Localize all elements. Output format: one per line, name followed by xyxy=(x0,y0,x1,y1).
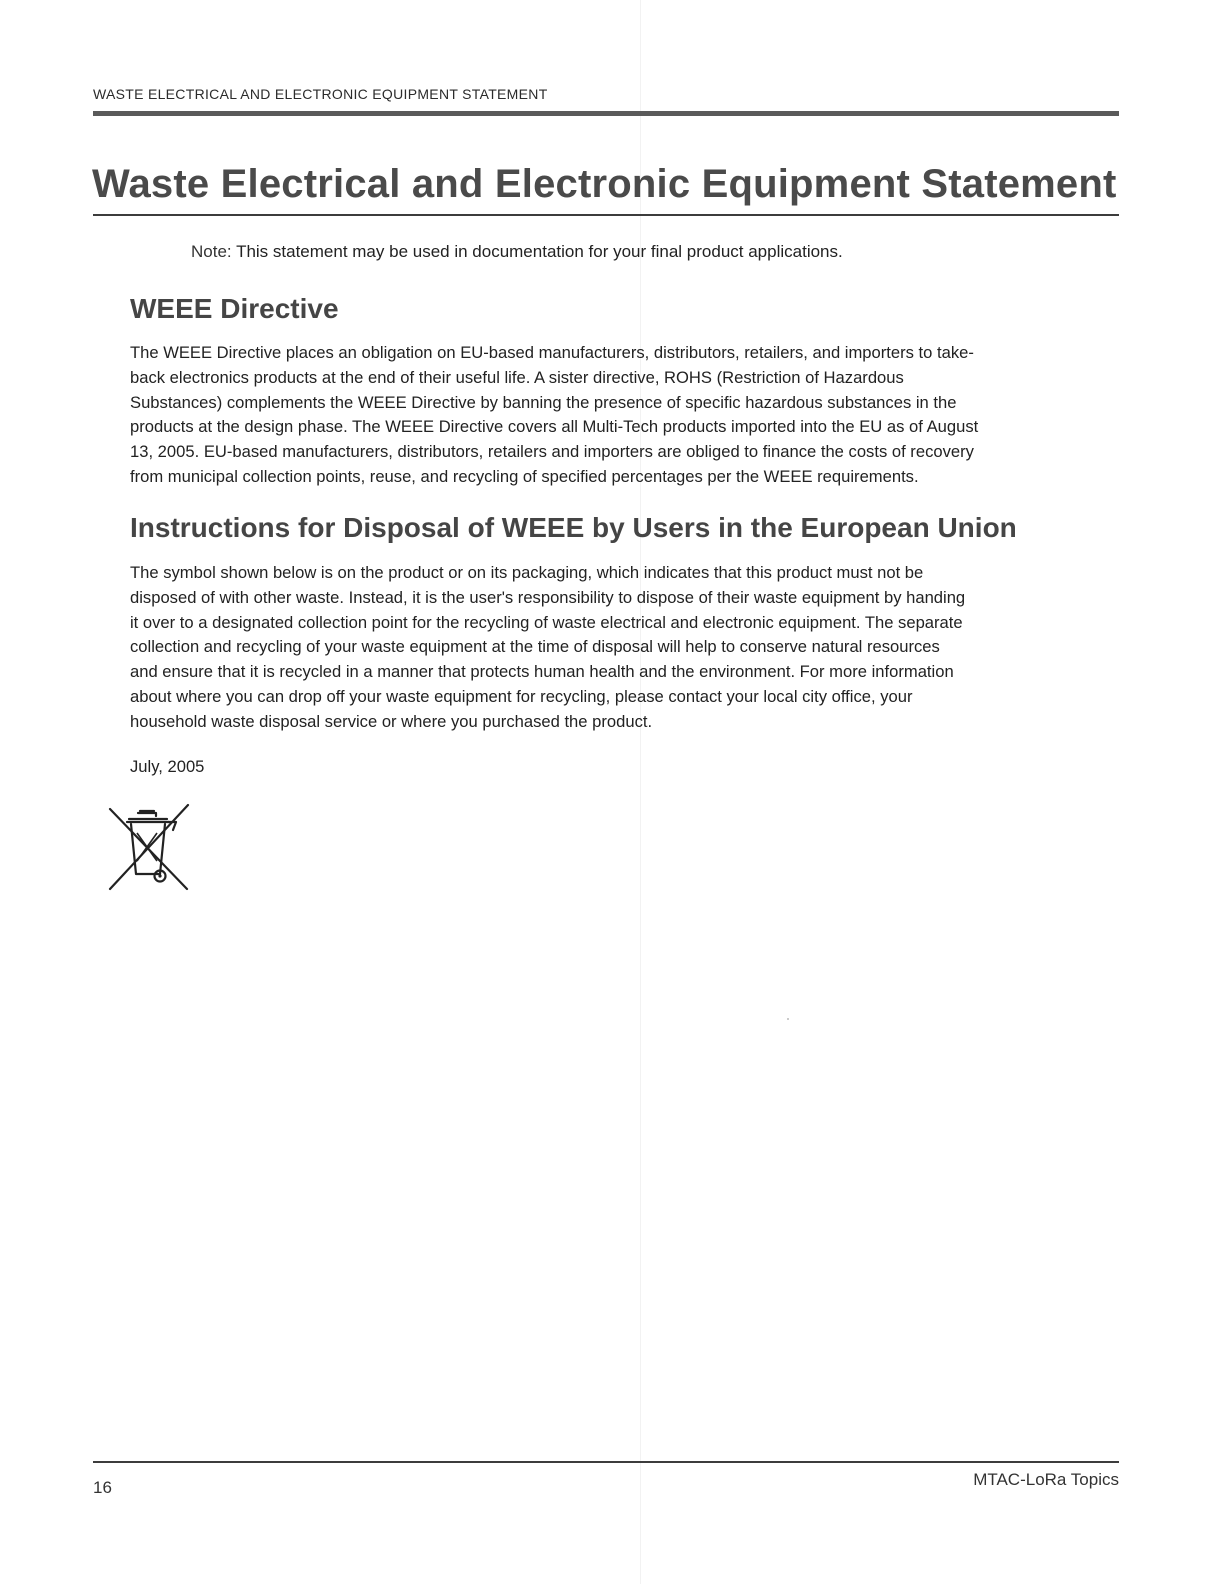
text-line: about where you can drop off your waste equipment for recycling, please contact your local city office, your xyxy=(130,686,913,706)
text-line: The symbol shown below is on the product or on its packaging, which indicates that this product must not be xyxy=(130,563,924,582)
text-line: 13, 2005. EU-based manufacturers, distributors, retailers and importers are obliged to finance the costs of recovery xyxy=(130,442,974,462)
text-line: and ensure that it is recycled in a manner that protects human health and the environment. For more information xyxy=(130,662,954,682)
crossed-out-wheelie-bin-icon xyxy=(104,803,192,893)
running-header: WASTE ELECTRICAL AND ELECTRONIC EQUIPMENT STATEMENT xyxy=(93,86,548,102)
scan-artifact-line xyxy=(640,0,641,1584)
title-rule xyxy=(93,214,1119,216)
footer-rule xyxy=(93,1461,1119,1463)
scan-speck xyxy=(787,1018,789,1020)
page-title: Waste Electrical and Electronic Equipment Statement xyxy=(92,162,1117,206)
text-line: The WEEE Directive places an obligation on EU-based manufacturers, distributors, retailers, and importers to take- xyxy=(130,343,974,362)
text-line: collection and recycling of your waste equipment at the time of disposal will help to conserve natural resources xyxy=(130,637,940,657)
text-line: products at the design phase. The WEEE Directive covers all Multi-Tech products imported into the EU as of August xyxy=(130,417,979,437)
text-line: disposed of with other waste. Instead, it is the user's responsibility to dispose of their waste equipment by handing xyxy=(130,587,966,607)
note-label: Note: xyxy=(191,242,232,261)
text-line: it over to a designated collection point for the recycling of waste electrical and electronic equipment. The separate xyxy=(130,612,963,632)
text-line: Substances) complements the WEEE Directive by banning the presence of specific hazardous substances in the xyxy=(130,392,957,412)
note xyxy=(191,242,843,262)
section-heading-weee-directive: WEEE Directive xyxy=(130,293,339,324)
paragraph-disposal-instructions xyxy=(130,561,1120,735)
text-line: back electronics products at the end of their useful life. A sister directive, ROHS (Restriction of Hazardous xyxy=(130,367,904,387)
note-text: This statement may be used in documentation for your final product applications. xyxy=(236,242,843,261)
header-rule xyxy=(93,111,1119,116)
text-line: household waste disposal service or where you purchased the product. xyxy=(130,711,653,731)
section-heading-disposal-instructions: Instructions for Disposal of WEEE by Users in the European Union xyxy=(130,512,1017,543)
document-name: MTAC-LoRa Topics xyxy=(973,1470,1119,1489)
statement-date: July, 2005 xyxy=(130,757,205,776)
page-number: 16 xyxy=(93,1478,112,1497)
text-line: from municipal collection points, reuse, and recycling of specified percentages per the WEEE requirements. xyxy=(130,466,919,486)
paragraph-weee-directive xyxy=(130,341,1120,490)
